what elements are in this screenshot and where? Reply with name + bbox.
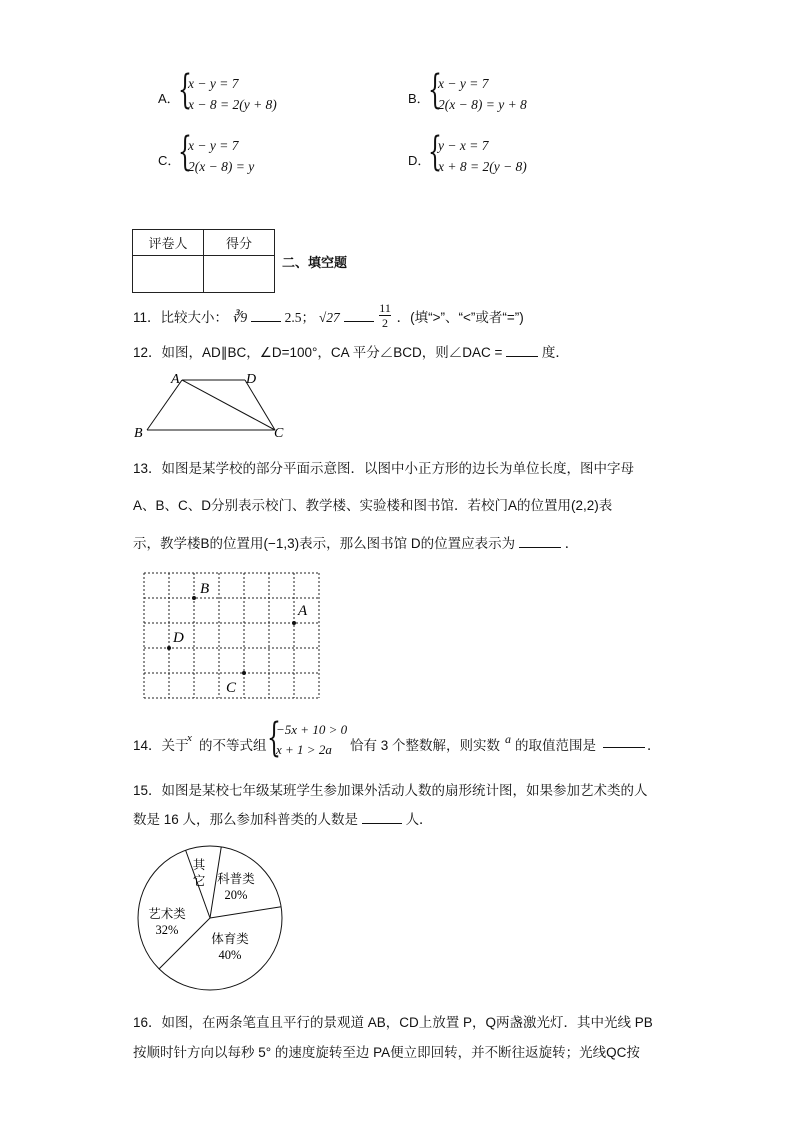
fraction [379,301,391,330]
slice-label-tiyu: 体育类 [211,932,249,946]
option-label: D． [408,153,431,168]
blank [362,810,402,824]
slice-label-yishu: 艺术类 [148,907,186,921]
question-13-line-3 [133,532,578,552]
q14-tail: ． [647,738,661,753]
option-label: C． [158,153,181,168]
question-12 [133,341,569,361]
section-title: 二、填空题 [282,255,348,270]
option-label: A． [158,91,180,106]
blank [603,734,645,748]
grid-label-b: B [200,581,210,597]
brace-icon: { [178,67,192,113]
equation-2: 2(x − 8) = y + 8 [438,97,527,112]
blank [506,343,538,357]
point-b [192,596,196,600]
point-a [292,621,296,625]
slice-label-kepu: 科普类 [217,872,255,886]
brace-icon: { [428,129,442,175]
slice-label-other-1: 其 [192,858,206,872]
blank [344,308,374,322]
blank [251,308,281,322]
score-table [132,229,275,293]
point-d-label: D [246,372,257,387]
equation-1: x − y = 7 [188,76,239,91]
score-cell [204,256,275,293]
slice-percent-tiyu: 40% [218,948,242,962]
point-d [167,646,171,650]
sqrt-27: √27 [318,310,340,326]
slice-percent-kepu: 20% [224,888,248,902]
q11-prefix: 11．比较大小： [133,310,229,326]
trapezoid-figure [130,368,290,440]
option-a [158,67,358,116]
option-c [158,129,358,178]
q14-post: 恰有 3 个整数解，则实数 [350,738,501,753]
grid-label-a: A [298,603,308,619]
value-2-5: 2.5； [284,310,316,326]
fraction-denominator: 2 [382,316,389,330]
q13-line3-text: 示，教学楼B的位置用(−1,3)表示，那么图书馆 D的位置应表示为 [133,536,516,551]
grader-header: 评卷人 [133,230,204,256]
point-a-label: A [171,372,180,387]
option-d [408,129,608,178]
q15-tail: 人． [405,812,433,827]
brace-icon: { [178,129,192,175]
q12-text: 12．如图，AD∥BC，∠D=100°，CA 平分∠BCD，则∠DAC = [133,345,503,360]
brace-icon: { [267,715,281,761]
pie-chart [135,845,285,995]
campus-grid [140,570,325,702]
question-16-line-1: 16．如图，在两条笔直且平行的景观道 AB，CD上放置 P，Q两盏激光灯．其中光线 PB [133,1015,653,1030]
q14-pre: 14．关于 [133,738,189,753]
equation-1: x − y = 7 [438,76,489,91]
grid-label-d: D [173,630,184,646]
equation-2: 2(x − 8) = y [188,159,255,174]
q11-tail: ．(填“>”、“<”或者“=”) [396,310,524,326]
question-15-line-2 [133,808,433,828]
equation-1: x − y = 7 [188,138,239,153]
question-13-line-2: A、B、C、D分别表示校门、教学楼、实验楼和图书馆．若校门A的位置用(2,2)表 [133,498,613,513]
point-b-label: B [134,426,143,440]
equation-1: y − x = 7 [438,138,489,153]
inequality-2: x + 1 > 2a [276,742,332,757]
slice-label-other-2: 它 [192,874,206,888]
slice-percent-yishu: 32% [155,923,179,937]
option-label: B． [408,91,430,106]
fraction-numerator: 11 [379,301,391,315]
grid-label-c: C [226,680,237,696]
score-header: 得分 [204,230,275,256]
question-13-line-1: 13．如图是某学校的部分平面示意图．以图中小正方形的边长为单位长度，图中字母 [133,461,635,476]
question-11 [133,301,524,333]
point-c-label: C [274,426,284,440]
q15-line2-text: 数是 16 人，那么参加科普类的人数是 [133,812,359,827]
var-a: a [505,732,511,746]
point-c [242,671,246,675]
equation-2: x + 8 = 2(y − 8) [438,159,527,174]
question-15-line-1: 15．如图是某校七年级某班学生参加课外活动人数的扇形统计图，如果参加艺术类的人 [133,783,648,798]
cube-root-9: ∛9 [231,310,248,326]
equation-2: x − 8 = 2(y + 8) [188,97,277,112]
q14-mid: 的不等式组 [199,738,267,753]
brace-icon: { [428,67,442,113]
q13-tail: ． [564,536,579,551]
option-b [408,67,608,116]
grader-cell [133,256,204,293]
question-16-line-2: 按顺时针方向以每秒 5° 的速度旋转至边 PA便立即回转，并不断往返旋转；光线QC按 [133,1045,640,1060]
blank [519,534,561,548]
var-x: x [187,732,192,744]
q14-post2: 的取值范围是 [515,738,596,753]
q12-tail: 度． [541,345,569,360]
inequality-1: −5x + 10 > 0 [276,722,348,737]
